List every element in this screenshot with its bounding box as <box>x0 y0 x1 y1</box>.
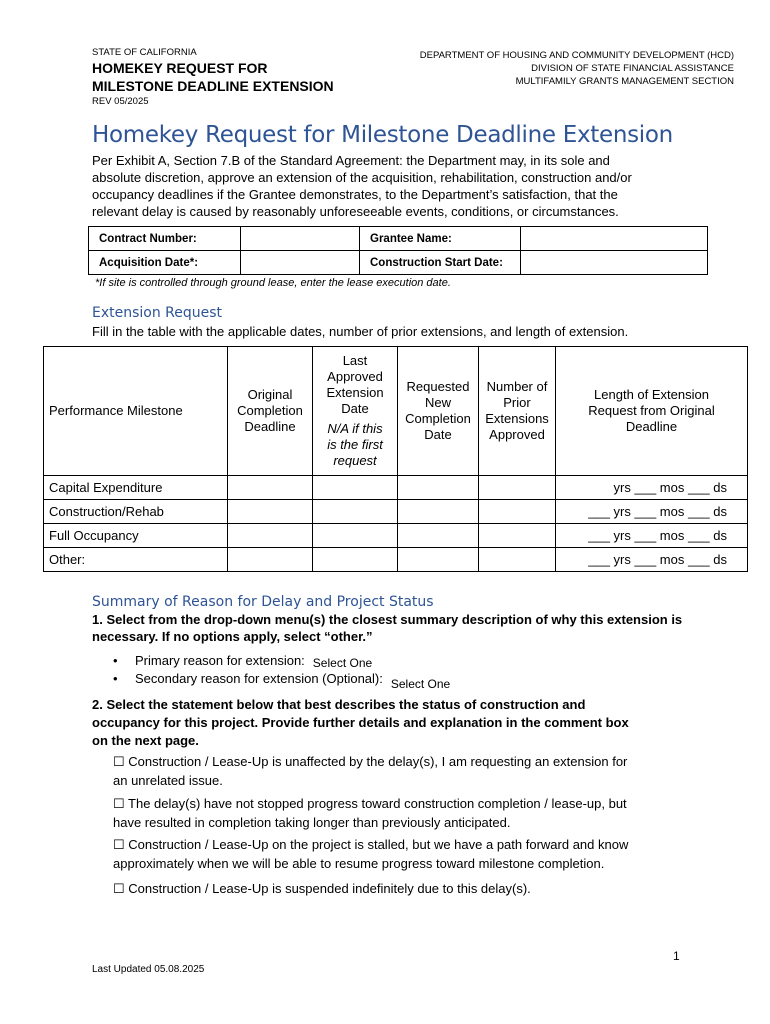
intro-line: occupancy deadlines if the Grantee demonstrates, to the Department’s satisfaction, that the <box>92 187 618 202</box>
requested-date-cell[interactable] <box>398 500 479 524</box>
original-deadline-cell[interactable] <box>228 524 313 548</box>
construction-start-label: Construction Start Date: <box>360 251 521 275</box>
contract-number-label: Contract Number: <box>89 227 241 251</box>
header-text: Deadline <box>244 419 296 434</box>
header-text: Completion <box>405 411 471 426</box>
milestone-construction-rehab: Construction/Rehab <box>44 500 228 524</box>
primary-reason-dropdown[interactable]: Select One <box>312 656 373 670</box>
option-text: The delay(s) have not stopped progress toward construction completion / lease-up, but <box>128 796 627 811</box>
original-deadline-cell[interactable] <box>228 548 313 572</box>
extension-length-cell[interactable]: ___ yrs ___ mos ___ ds <box>556 500 748 524</box>
option-text: an unrelated issue. <box>113 773 223 788</box>
col-requested-completion-date <box>398 347 479 476</box>
prior-extensions-cell[interactable] <box>479 524 556 548</box>
grantee-name-label: Grantee Name: <box>360 227 521 251</box>
header-text: Approved <box>489 427 545 442</box>
status-option-unaffected[interactable] <box>113 752 703 790</box>
checkbox-icon[interactable]: ☐ <box>113 754 125 769</box>
intro-line: absolute discretion, approve an extension of the acquisition, rehabilitation, construction and/or <box>92 170 632 185</box>
form-title-line1: HOMEKEY REQUEST FOR <box>92 60 268 76</box>
page-number: 1 <box>673 949 680 963</box>
header-text: Deadline <box>625 419 678 434</box>
milestone-other: Other: <box>44 548 228 572</box>
department-line: DEPARTMENT OF HOUSING AND COMMUNITY DEVELOPMENT (HCD) <box>419 50 734 61</box>
checkbox-icon[interactable]: ☐ <box>113 881 125 896</box>
table-row <box>44 548 748 572</box>
acquisition-date-field[interactable] <box>241 251 360 275</box>
last-approved-cell[interactable] <box>313 524 398 548</box>
question-1 <box>92 611 732 645</box>
acquisition-date-label: Acquisition Date*: <box>89 251 241 275</box>
intro-line: relevant delay is caused by reasonably unforeseeable events, conditions, or circumstances. <box>92 204 619 219</box>
last-approved-cell[interactable] <box>313 500 398 524</box>
secondary-reason-item <box>113 671 451 691</box>
intro-paragraph <box>92 152 712 220</box>
status-option-slowed[interactable] <box>113 794 703 832</box>
header-text: Last <box>342 353 368 368</box>
question-text: 2. Select the statement below that best describes the status of construction and <box>92 697 586 712</box>
header-note: request <box>333 453 377 468</box>
checkbox-icon[interactable]: ☐ <box>113 796 125 811</box>
header-text: Approved <box>327 369 383 384</box>
header-note: N/A if this <box>327 421 383 436</box>
construction-start-field[interactable] <box>521 251 708 275</box>
header-text: Date <box>424 427 452 442</box>
header-text: Extension <box>326 385 384 400</box>
milestone-table <box>43 346 748 572</box>
requested-date-cell[interactable] <box>398 524 479 548</box>
question-text: on the next page. <box>92 733 199 748</box>
original-deadline-cell[interactable] <box>228 500 313 524</box>
header-text: Original <box>247 387 293 402</box>
table-row <box>89 251 708 275</box>
intro-line: Per Exhibit A, Section 7.B of the Standard Agreement: the Department may, in its sole and <box>92 153 610 168</box>
header-text: New <box>424 395 451 410</box>
header-text: Requested <box>406 379 470 394</box>
header-text: Length of Extension <box>594 387 709 402</box>
header-text: Date <box>341 401 369 416</box>
table-row <box>89 227 708 251</box>
header-text: Request from Original <box>588 403 715 418</box>
extension-length-cell[interactable]: ___ yrs ___ mos ___ ds <box>556 524 748 548</box>
extension-length-cell[interactable]: yrs ___ mos ___ ds <box>556 476 748 500</box>
form-title-line2: MILESTONE DEADLINE EXTENSION <box>92 78 334 94</box>
col-length-of-extension <box>556 347 748 476</box>
last-updated-footer: Last Updated 05.08.2025 <box>92 964 205 975</box>
table-row <box>44 500 748 524</box>
header-text: Number of <box>486 379 548 394</box>
secondary-reason-label: Secondary reason for extension (Optional): <box>135 671 383 686</box>
header-note: is the first <box>327 437 383 452</box>
prior-extensions-cell[interactable] <box>479 548 556 572</box>
col-original-deadline <box>228 347 313 476</box>
option-text: Construction / Lease-Up is suspended indefinitely due to this delay(s). <box>128 881 531 896</box>
header-text: Completion <box>237 403 303 418</box>
requested-date-cell[interactable] <box>398 476 479 500</box>
department-block <box>420 49 734 88</box>
header-text: Prior <box>503 395 531 410</box>
original-deadline-cell[interactable] <box>228 476 313 500</box>
prior-extensions-cell[interactable] <box>479 476 556 500</box>
col-last-approved-extension <box>313 347 398 476</box>
last-approved-cell[interactable] <box>313 548 398 572</box>
form-title <box>92 59 334 95</box>
option-text: Construction / Lease-Up on the project is stalled, but we have a path forward and know <box>128 837 629 852</box>
checkbox-icon[interactable]: ☐ <box>113 837 125 852</box>
contract-number-field[interactable] <box>241 227 360 251</box>
extension-request-heading: Extension Request <box>92 305 223 321</box>
contract-info-table <box>88 226 708 275</box>
option-text: have resulted in completion taking longer than previously anticipated. <box>113 815 511 830</box>
col-performance-milestone: Performance Milestone <box>44 347 228 476</box>
option-text: approximately when we will be able to resume progress toward milestone completion. <box>113 856 605 871</box>
table-header-row <box>44 347 748 476</box>
option-text: Construction / Lease-Up is unaffected by the delay(s), I am requesting an extension for <box>128 754 628 769</box>
header-text: Extensions <box>485 411 549 426</box>
revision-label: REV 05/2025 <box>92 96 149 107</box>
extension-length-cell[interactable]: ___ yrs ___ mos ___ ds <box>556 548 748 572</box>
page-title: Homekey Request for Milestone Deadline Extension <box>92 122 673 148</box>
prior-extensions-cell[interactable] <box>479 500 556 524</box>
table-row <box>44 476 748 500</box>
summary-heading: Summary of Reason for Delay and Project Status <box>92 594 434 610</box>
ground-lease-note: *If site is controlled through ground lease, enter the lease execution date. <box>95 277 451 289</box>
question-text: 1. Select from the drop-down menu(s) the closest summary description of why this extension is <box>92 612 683 627</box>
state-label: STATE OF CALIFORNIA <box>92 47 197 58</box>
primary-reason-item <box>113 653 372 668</box>
status-option-suspended[interactable] <box>113 879 703 898</box>
status-option-stalled[interactable] <box>113 835 703 873</box>
bullet-icon: • <box>113 653 118 668</box>
secondary-reason-dropdown[interactable]: Select One <box>390 677 451 691</box>
primary-reason-label: Primary reason for extension: <box>135 653 305 668</box>
milestone-full-occupancy: Full Occupancy <box>44 524 228 548</box>
section-line: MULTIFAMILY GRANTS MANAGEMENT SECTION <box>515 76 734 87</box>
table-row <box>44 524 748 548</box>
milestone-capital-expenditure: Capital Expenditure <box>44 476 228 500</box>
question-text: occupancy for this project. Provide further details and explanation in the comment box <box>92 715 629 730</box>
division-line: DIVISION OF STATE FINANCIAL ASSISTANCE <box>531 63 734 74</box>
requested-date-cell[interactable] <box>398 548 479 572</box>
question-text: necessary. If no options apply, select “other.” <box>92 629 373 644</box>
bullet-icon: • <box>113 671 118 686</box>
col-prior-extensions <box>479 347 556 476</box>
grantee-name-field[interactable] <box>521 227 708 251</box>
last-approved-cell[interactable] <box>313 476 398 500</box>
extension-request-instructions: Fill in the table with the applicable dates, number of prior extensions, and length of extension. <box>92 324 629 339</box>
question-2 <box>92 696 712 750</box>
